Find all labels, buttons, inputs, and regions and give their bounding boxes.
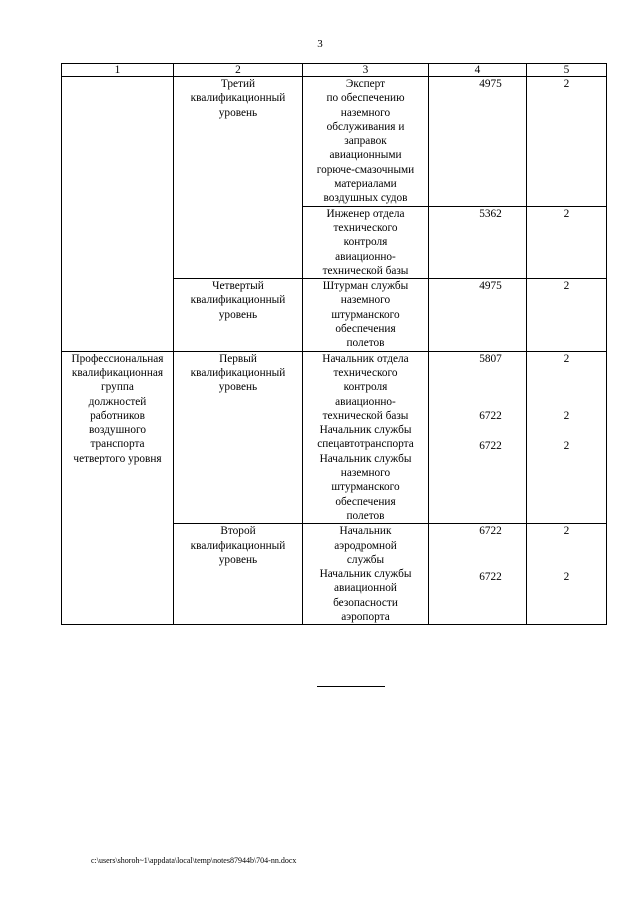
coef-cell: 2 (527, 206, 607, 278)
coef-cell: 2 (527, 279, 607, 351)
coef-cell: 2 2 2 (527, 351, 607, 524)
level-cell: Второй квалификационный уровень (174, 524, 303, 625)
separator-line (317, 686, 385, 687)
header-col-2: 2 (174, 64, 303, 77)
level-cell: Третий квалификационный уровень (174, 77, 303, 279)
salary-cell: 6722 6722 (429, 524, 527, 625)
position-cell: Начальник отдела технического контроля авиационно- технической базы Начальник службы спецавтотранспорта Начальник службы наземного штурманского обеспечения полетов (303, 351, 429, 524)
group-cell: Профессиональная квалификационная группа должностей работников воздушного транспорта четвертого уровня (62, 351, 174, 625)
footer-file-path: c:\users\shoroh~1\appdata\local\temp\notes87944b\704-nn.docx (91, 856, 297, 865)
page-number: 3 (317, 38, 323, 50)
header-col-4: 4 (429, 64, 527, 77)
header-col-3: 3 (303, 64, 429, 77)
salary-cell: 5362 (429, 206, 527, 278)
salary-cell: 4975 (429, 279, 527, 351)
position-cell: Эксперт по обеспечению наземного обслуживания и заправок авиационными горюче-смазочными материалами воздушных судов (303, 77, 429, 207)
coef-cell: 2 2 (527, 524, 607, 625)
level-cell: Четвертый квалификационный уровень (174, 279, 303, 351)
table-row (62, 351, 607, 524)
position-cell: Инженер отдела технического контроля авиационно- технической базы (303, 206, 429, 278)
qualification-table (61, 63, 607, 625)
salary-cell: 5807 6722 6722 (429, 351, 527, 524)
coef-cell: 2 (527, 77, 607, 207)
position-cell: Начальник аэродромной службы Начальник службы авиационной безопасности аэропорта (303, 524, 429, 625)
salary-cell: 4975 (429, 77, 527, 207)
group-cell-empty (62, 77, 174, 352)
level-cell: Первый квалификационный уровень (174, 351, 303, 524)
table-row (62, 77, 607, 207)
table-header-row (62, 64, 607, 77)
header-col-5: 5 (527, 64, 607, 77)
header-col-1: 1 (62, 64, 174, 77)
position-cell: Штурман службы наземного штурманского обеспечения полетов (303, 279, 429, 351)
